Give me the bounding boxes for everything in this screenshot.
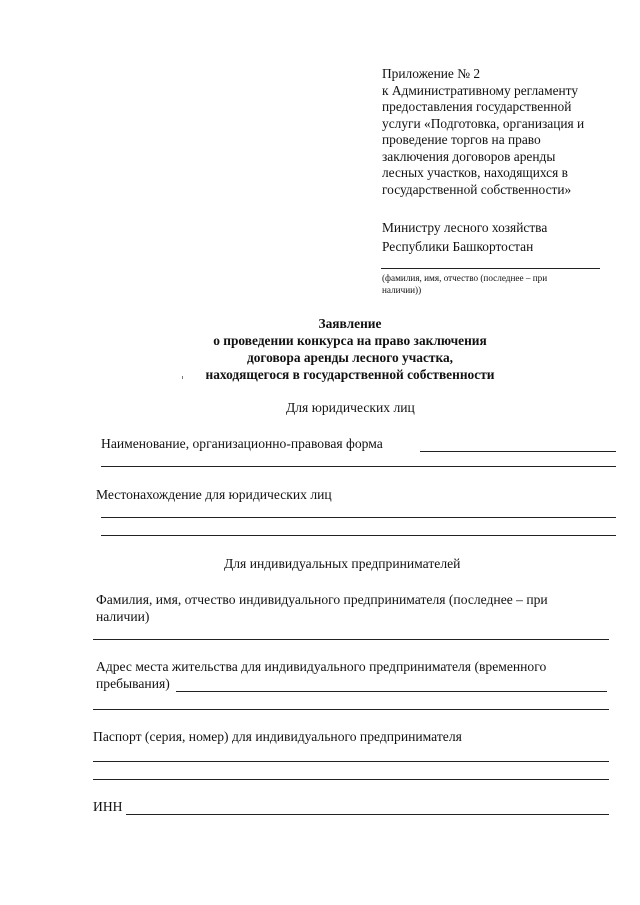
inn-label: ИНН xyxy=(93,799,123,814)
scan-artifact xyxy=(182,376,183,379)
annex-line: государственной собственности» xyxy=(382,181,572,197)
annex-line: к Административному регламенту xyxy=(382,82,579,98)
fio-label-cont: наличии) xyxy=(96,609,150,624)
passport-label: Паспорт (серия, номер) для индивидуального предпринимателя xyxy=(93,729,462,744)
document-title xyxy=(0,315,640,383)
addressee-block xyxy=(382,219,547,256)
annex-line: проведение торгов на право xyxy=(382,132,541,147)
org-name-field-line2[interactable] xyxy=(101,466,616,467)
addressee-line: Министру лесного хозяйства xyxy=(382,220,548,235)
caption-line: наличии)) xyxy=(382,285,422,295)
annex-line: Приложение № 2 xyxy=(382,66,481,81)
title-line: договора аренды лесного участка, xyxy=(246,350,454,365)
address-field[interactable] xyxy=(176,691,607,692)
addressee-line: Республики Башкортостан xyxy=(382,238,534,254)
addressee-caption xyxy=(382,272,547,296)
org-name-label: Наименование, организационно-правовая форма xyxy=(101,436,383,451)
annex-line: предоставления государственной xyxy=(382,99,572,114)
location-field-line2[interactable] xyxy=(101,535,616,536)
title-line: находящегося в государственной собственности xyxy=(205,367,495,382)
annex-header xyxy=(382,66,584,198)
annex-line: заключения договоров аренды xyxy=(382,148,556,164)
inn-field[interactable] xyxy=(126,814,609,815)
annex-line: услуги «Подготовка, организация и xyxy=(382,115,585,131)
title-heading: Заявление xyxy=(318,316,382,331)
addressee-name-line[interactable] xyxy=(381,268,600,269)
passport-field-line2[interactable] xyxy=(93,779,609,780)
title-line: о проведении конкурса на право заключения xyxy=(213,333,487,348)
annex-line: лесных участков, находящихся в xyxy=(382,165,568,180)
address-label-cont: пребывания) xyxy=(96,676,170,691)
location-field[interactable] xyxy=(101,517,616,518)
address-label: Адрес места жительства для индивидуального предпринимателя (временного xyxy=(96,659,547,674)
passport-field[interactable] xyxy=(93,761,609,762)
address-field-line2[interactable] xyxy=(93,709,609,710)
section-title-legal: Для юридических лиц xyxy=(286,400,415,415)
org-name-field[interactable] xyxy=(420,451,616,452)
location-label: Местонахождение для юридических лиц xyxy=(96,487,332,502)
caption-line: (фамилия, имя, отчество (последнее – при xyxy=(382,273,548,283)
fio-label: Фамилия, имя, отчество индивидуального предпринимателя (последнее – при xyxy=(96,592,548,607)
section-title-individual: Для индивидуальных предпринимателей xyxy=(224,556,461,571)
fio-field[interactable] xyxy=(93,639,609,640)
